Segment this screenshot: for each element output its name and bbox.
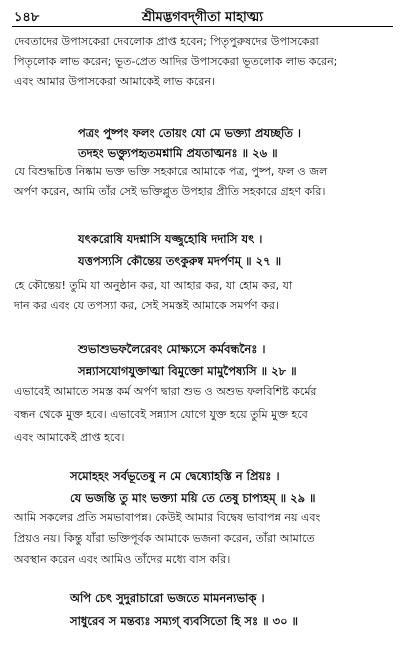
prose-line: হে কৌন্তেয়! তুমি যা অনুষ্ঠান কর, যা আহার কর, যা হোম কর, যা	[14, 279, 293, 292]
verse-line: যে ভজন্তি তু মাং ভক্ত্যা ময়ি তে তেষু চাপ্যহম্ ॥ ২৯ ॥	[70, 491, 316, 505]
verse-line: যৎকরোষি যদশ্নাসি যজ্জুহোষি দদাসি যৎ ।	[78, 232, 263, 246]
verse-line: তদহং ভক্ত্যুপহৃতমশ্নামি প্রযতাত্মনঃ ॥ ২৬ ॥	[78, 146, 278, 160]
prose-line: অর্পণ করেন, আমি তাঁর সেই ভক্তিপ্লুত উপহার প্রীতি সহকারে গ্রহণ করি।	[14, 185, 326, 198]
verse-line: সাধুরেব স মন্তব্যঃ সম্যগ্ ব্যবসিতো হি সঃ ॥ ৩০ ॥	[70, 614, 299, 628]
prose-line: প্রিয়ও নয়। কিন্তু যাঁরা ভক্তিপূর্বক আমাকে ভজনা করেন, তাঁরা আমাতে	[14, 532, 315, 545]
prose-line: এভাবেই আমাতে সমস্ত কর্ম অর্পণ দ্বারা শুভ ও অশুভ ফলবিশিষ্ট কর্মের	[14, 385, 317, 398]
verse-line: শুভাশুভফলৈরেবং মোক্ষ্যসে কর্মবন্ধনৈঃ ।	[78, 342, 266, 356]
page-number: ১৪৮	[14, 10, 40, 25]
verse-line: অপি চেৎ সুদুরাচারো ভজতে মামনন্যভাক্ ।	[70, 591, 265, 605]
verse-line: পত্রং পুষ্পং ফলং তোয়ং যো মে ভক্ত্যা প্রযচ্ছতি ।	[78, 126, 301, 140]
verse-line: সন্ন্যাসযোগযুক্তাত্মা বিমুক্তো মামুপৈষ্যসি ॥ ২৮ ॥	[78, 364, 297, 378]
header-rule	[12, 26, 393, 27]
prose-line: এবং আমাকেই প্রাপ্ত হবে।	[14, 431, 125, 444]
verse-line: সমোহহং সর্বভূতেষু ন মে দ্বেষ্যোহস্তি ন প্রিয়ঃ ।	[70, 469, 280, 483]
page-header	[14, 8, 391, 26]
prose-line: দান কর এবং যে তপস্যা কর, সেই সমস্তই আমাকে সমর্পণ কর।	[14, 299, 279, 312]
prose-line: দেবতাদের উপাসকেরা দেবলোক প্রাপ্ত হবেন; পিতৃপুরুষদের উপাসকেরা	[14, 35, 319, 48]
prose-line: অবস্থান করেন এবং আমিও তাঁদের মধ্যে বাস করি।	[14, 553, 231, 566]
running-title: শ্রীমদ্ভগবদ্‌গীতা মাহাত্ম্য	[141, 10, 264, 25]
prose-line: বন্ধন থেকে মুক্ত হবে। এভাবেই সন্ন্যাস যোগে যুক্ত হয়ে তুমি মুক্ত হবে	[14, 408, 308, 421]
prose-line: আমি সকলের প্রতি সমভাবাপন্ন। কেউই আমার বিদ্বেষ ভাবাপন্ন নয় এবং	[14, 511, 321, 524]
prose-line: এবং আমার উপাসকেরা আমাকেই লাভ করেন।	[14, 75, 215, 88]
prose-line: যে বিশুদ্ধচিত্ত নিষ্কাম ভক্ত ভক্তি সহকারে আমাকে পত্র, পুষ্প, ফল ও জল	[14, 165, 328, 178]
prose-line: পিতৃলোক লাভ করেন; ভূত-প্রেত আদির উপাসকেরা ভূতলোক লাভ করেন;	[14, 55, 338, 68]
verse-line: যত্তপস্যসি কৌন্তেয় তৎকুরুষ্ব মদর্পণম্ ॥ ২৭ ॥	[78, 254, 282, 268]
